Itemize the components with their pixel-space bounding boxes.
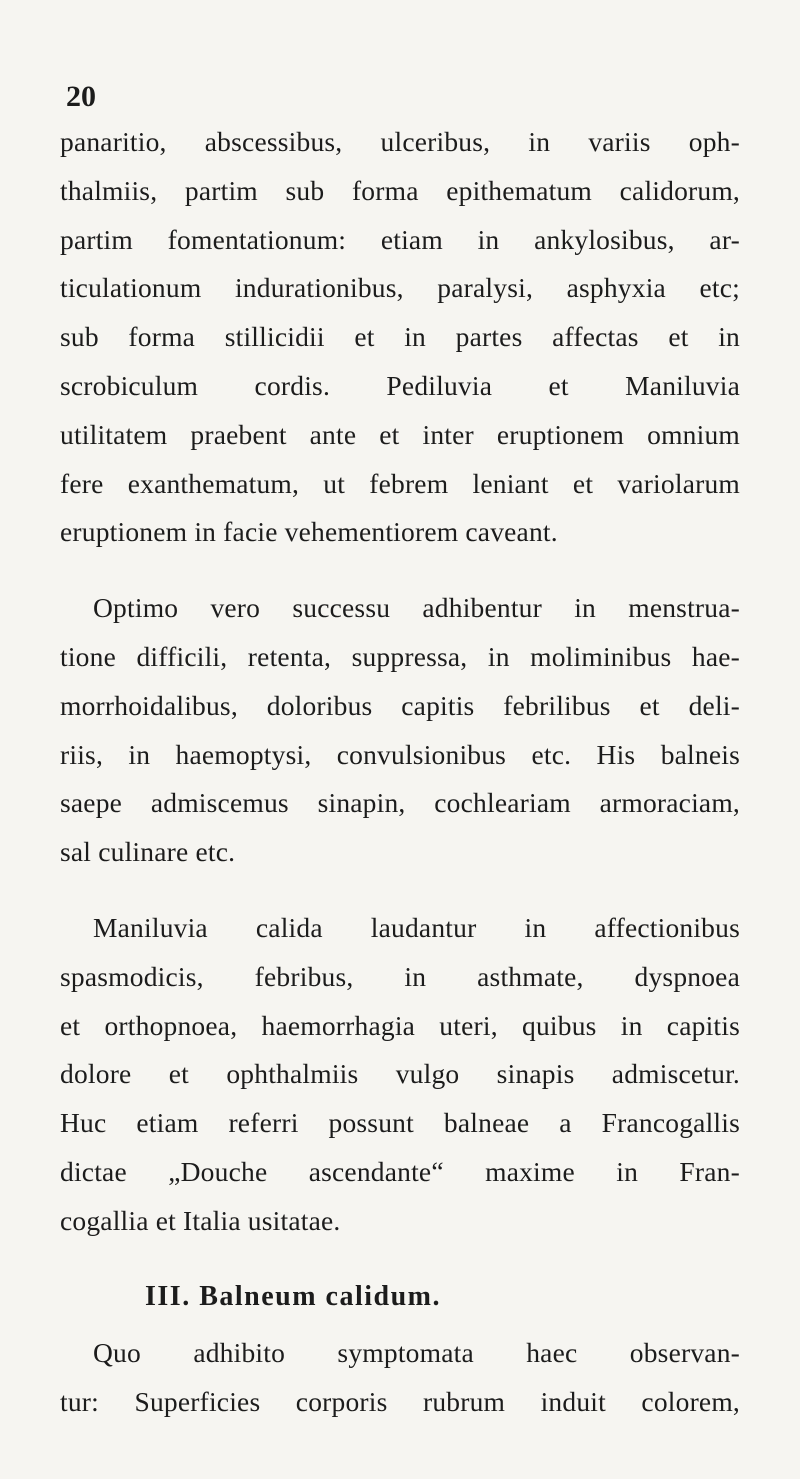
- body-text: [60, 118, 740, 1427]
- paragraph-4: [60, 1329, 740, 1427]
- paragraph-3: [60, 904, 740, 1246]
- text-line: scrobiculum cordis. Pediluvia et Maniluvia: [60, 369, 740, 401]
- text-line: ticulationum indurationibus, paralysi, asphyxia etc;: [60, 272, 740, 304]
- text-line: sub forma stillicidii et in partes affectas et in: [60, 321, 740, 353]
- text-line: panaritio, abscessibus, ulceribus, in variis oph-: [60, 126, 740, 157]
- text-line: dictae „Douche ascendante“ maxime in Fran-: [60, 1155, 740, 1187]
- page-number: 20: [66, 80, 96, 113]
- text-line: Optimo vero successu adhibentur in menstrua-: [93, 592, 740, 624]
- text-line: tur: Superficies corporis rubrum induit colorem,: [60, 1386, 740, 1418]
- text-line: Huc etiam referri possunt balneae a Francogallis: [60, 1107, 740, 1139]
- text-line: morrhoidalibus, doloribus capitis febrilibus et deli-: [60, 689, 740, 721]
- text-line: thalmiis, partim sub forma epithematum calidorum,: [60, 174, 740, 206]
- text-line: sal culinare etc.: [60, 836, 236, 868]
- text-line: fere exanthematum, ut febrem leniant et variolarum: [60, 467, 740, 499]
- text-line: dolore et ophthalmiis vulgo sinapis admiscetur.: [60, 1058, 740, 1090]
- text-line: Maniluvia calida laudantur in affectionibus: [93, 911, 740, 943]
- section-heading: III. Balneum calidum.: [145, 1280, 441, 1312]
- text-line: et orthopnoea, haemorrhagia uteri, quibus in capitis: [60, 1009, 740, 1041]
- text-line: Quo adhibito symptomata haec observan-: [93, 1337, 740, 1369]
- paragraph-2: [60, 584, 740, 877]
- text-line: saepe admiscemus sinapin, cochleariam armoraciam,: [60, 787, 740, 819]
- text-line: spasmodicis, febribus, in asthmate, dyspnoea: [60, 960, 740, 992]
- text-line: utilitatem praebent ante et inter eruptionem omnium: [60, 418, 740, 450]
- text-line: eruptionem in facie vehementiorem caveant.: [60, 516, 558, 548]
- text-line: riis, in haemoptysi, convulsionibus etc. His balneis: [60, 738, 740, 770]
- text-line: partim fomentationum: etiam in ankylosibus, ar-: [60, 223, 740, 255]
- text-line: tione difficili, retenta, suppressa, in moliminibus hae-: [60, 640, 740, 672]
- paragraph-1: [60, 118, 740, 557]
- text-line: cogallia et Italia usitatae.: [60, 1204, 341, 1236]
